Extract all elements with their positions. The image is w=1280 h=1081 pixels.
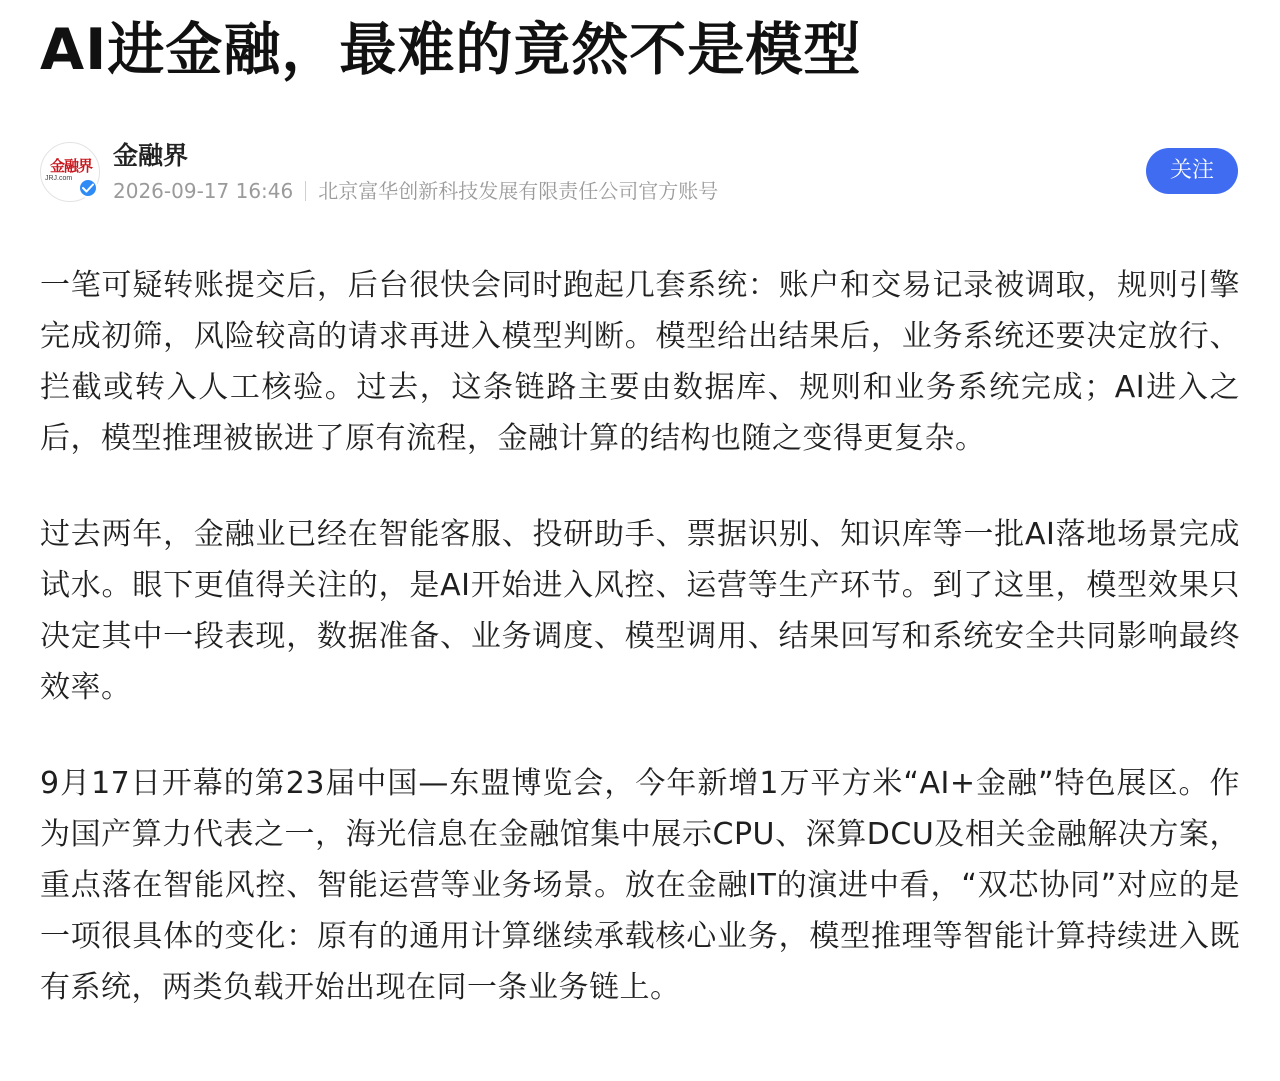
publish-timestamp: 2026-09-17 16:46 (113, 179, 294, 203)
article-paragraph: 一笔可疑转账提交后，后台很快会同时跑起几套系统：账户和交易记录被调取，规则引擎完成初筛，风险较高的请求再进入模型判断。模型给出结果后，业务系统还要决定放行、拦截或转入人工核验。过去，这条链路主要由数据库、规则和业务系统完成；AI进入之后，模型推理被嵌进了原有流程，金融计算的结构也随之变得更复杂。 (40, 268, 1240, 456)
avatar-logo-text: 金融界 (49, 157, 92, 175)
avatar-logo-subtext: JRJ.com (45, 175, 73, 182)
article-title: AI进金融，最难的竟然不是模型 (40, 17, 862, 83)
follow-button[interactable]: 关注 (1146, 148, 1238, 194)
article-paragraph: 过去两年，金融业已经在智能客服、投研助手、票据识别、知识库等一批AI落地场景完成试水。眼下更值得关注的，是AI开始进入风控、运营等生产环节。到了这里，模型效果只决定其中一段表现，数据准备、业务调度、模型调用、结果回写和系统安全共同影响最终效率。 (40, 517, 1240, 705)
author-bar (40, 140, 1238, 204)
article-body (40, 260, 1240, 1058)
article-paragraph: 9月17日开幕的第23届中国—东盟博览会，今年新增1万平方米“AI+金融”特色展区。作为国产算力代表之一，海光信息在金融馆集中展示CPU、深算DCU及相关金融解决方案，重点落在智能风控、智能运营等业务场景。放在金融IT的演进中看，“双芯协同”对应的是一项很具体的变化：原有的通用计算继续承载核心业务，模型推理等智能计算持续进入既有系统，两类负载开始出现在同一条业务链上。 (40, 766, 1240, 1005)
verified-check-icon (78, 178, 98, 198)
author-meta (113, 178, 718, 204)
author-name[interactable]: 金融界 (113, 141, 189, 170)
meta-divider (305, 181, 306, 201)
account-info: 北京富华创新科技发展有限责任公司官方账号 (318, 179, 719, 203)
